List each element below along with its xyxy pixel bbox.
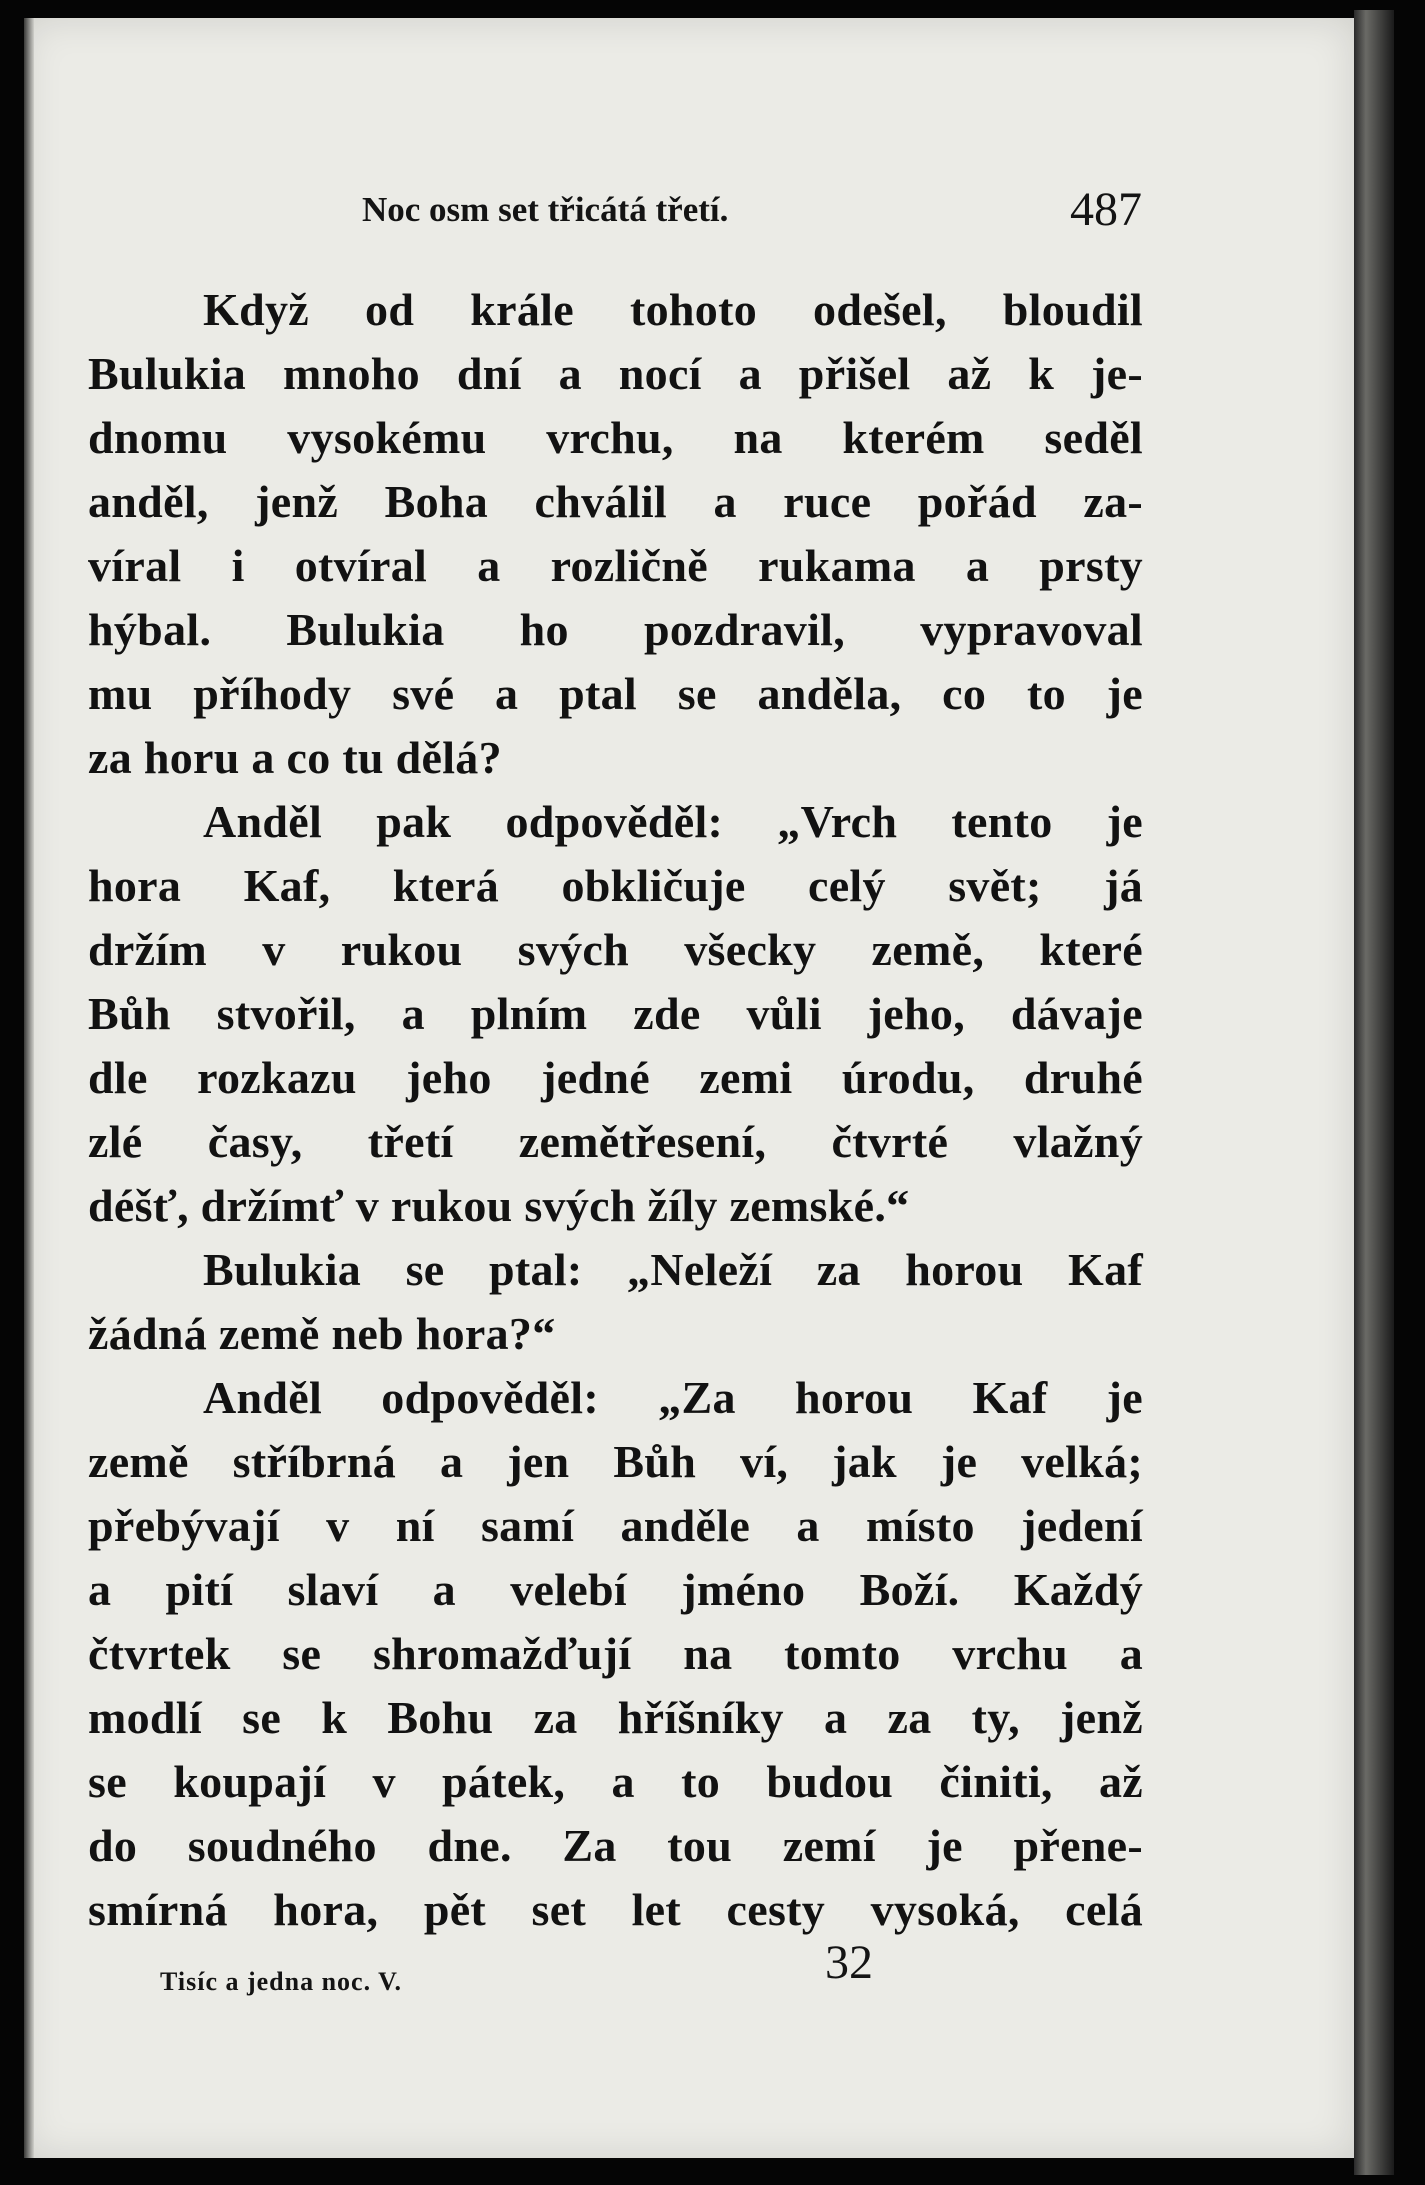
text-line: Bůh stvořil, a plním zde vůli jeho, dávaje: [88, 988, 1143, 1039]
paragraph-4: [88, 1366, 1143, 1942]
text-line: dle rozkazu jeho jedné zemi úrodu, druhé: [88, 1052, 1143, 1103]
paragraph-3: [88, 1238, 1143, 1366]
text-line: Bulukia mnoho dní a nocí a přišel až k je-: [88, 348, 1143, 399]
text-line: Bulukia se ptal: „Neleží za horou Kaf: [203, 1244, 1143, 1295]
paragraph-2: [88, 790, 1143, 1238]
text-line: žádná země neb hora?“: [88, 1308, 556, 1359]
text-line: Anděl pak odpověděl: „Vrch tento je: [203, 796, 1143, 847]
text-line: hýbal. Bulukia ho pozdravil, vypravoval: [88, 604, 1143, 655]
text-line: modlí se k Bohu za hříšníky a za ty, jenž: [88, 1692, 1143, 1743]
text-line: a pití slaví a velebí jméno Boží. Každý: [88, 1564, 1143, 1615]
text-line: do soudného dne. Za tou zemí je přene-: [88, 1820, 1143, 1871]
text-line: mu příhody své a ptal se anděla, co to je: [88, 668, 1143, 719]
text-line: smírná hora, pět set let cesty vysoká, celá: [88, 1884, 1143, 1935]
paragraph-1: [88, 278, 1143, 790]
text-line: čtvrtek se shromažďují na tomto vrchu a: [88, 1628, 1143, 1679]
text-line: déšť, držímť v rukou svých žíly zemské.“: [88, 1180, 910, 1231]
book-edge: [1354, 10, 1394, 2175]
text-line: zlé časy, třetí zemětřesení, čtvrté vlažný: [88, 1116, 1143, 1167]
text-line: země stříbrná a jen Bůh ví, jak je velká;: [88, 1436, 1143, 1487]
body-text: [88, 278, 1143, 1942]
page-gutter: [24, 18, 34, 2158]
running-head: [362, 182, 1142, 242]
text-line: přebývají v ní samí anděle a místo jedení: [88, 1500, 1143, 1551]
text-line: dnomu vysokému vrchu, na kterém seděl: [88, 412, 1143, 463]
text-line: víral i otvíral a rozličně rukama a prsty: [88, 540, 1143, 591]
text-line: hora Kaf, která obkličuje celý svět; já: [88, 860, 1143, 911]
text-line: za horu a co tu dělá?: [88, 732, 502, 783]
text-line: držím v rukou svých všecky země, které: [88, 924, 1143, 975]
text-line: se koupají v pátek, a to budou činiti, až: [88, 1756, 1143, 1807]
running-head-title: Noc osm set třicátá třetí.: [362, 190, 729, 229]
page-number: 487: [1070, 183, 1142, 236]
signature-number: 32: [825, 1936, 873, 1989]
text-line: Když od krále tohoto odešel, bloudil: [203, 284, 1143, 335]
page-footer: [160, 1935, 920, 1995]
text-line: anděl, jenž Boha chválil a ruce pořád za-: [88, 476, 1143, 527]
text-line: Anděl odpověděl: „Za horou Kaf je: [203, 1372, 1143, 1423]
signature-mark: Tisíc a jedna noc. V.: [160, 1967, 403, 1996]
